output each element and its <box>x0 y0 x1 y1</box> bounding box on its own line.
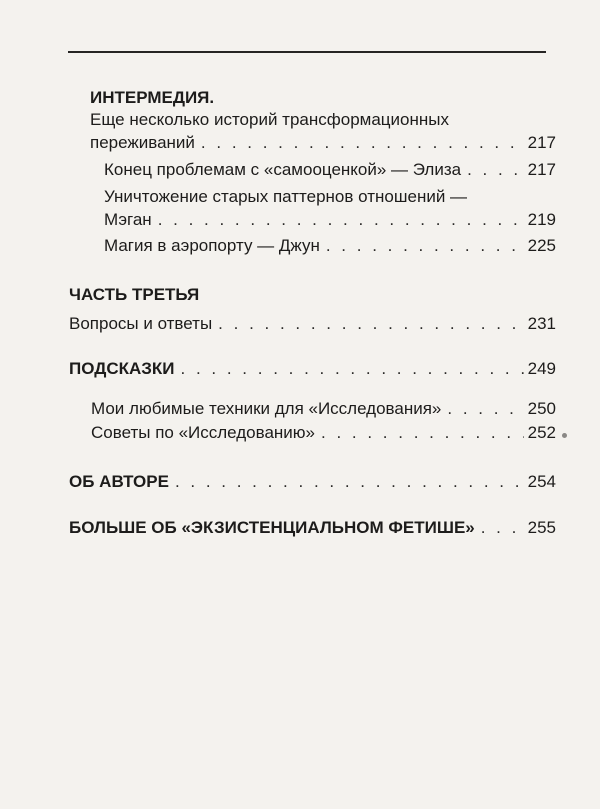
toc-entry-megan[interactable] <box>104 210 556 230</box>
entry-title: БОЛЬШЕ ОБ «ЭКЗИСТЕНЦИАЛЬНОМ ФЕТИШЕ» <box>69 518 475 537</box>
toc-entry-hints[interactable] <box>69 359 556 379</box>
top-rule <box>68 51 546 53</box>
toc-entry-intermedia[interactable] <box>90 133 556 153</box>
page-number: 217 <box>527 133 556 152</box>
entry-title: Магия в аэропорту — Джун <box>104 236 320 255</box>
toc-entry-qa[interactable] <box>69 314 556 334</box>
leader-dots <box>481 518 524 538</box>
entry-title-line-2: Мэган <box>104 210 152 229</box>
toc-entry-about-author[interactable] <box>69 472 556 492</box>
leader-dots <box>175 472 524 492</box>
page-number: 219 <box>527 210 556 229</box>
toc-entry-more-fetish[interactable] <box>69 518 556 538</box>
intermedia-heading: ИНТЕРМЕДИЯ. <box>90 88 215 107</box>
leader-dots <box>181 359 524 379</box>
leader-dots <box>326 236 524 256</box>
page-number: 254 <box>527 472 556 491</box>
entry-title: Конец проблемам с «самооценкой» — Элиза <box>104 160 462 179</box>
entry-title: Мои любимые техники для «Исследования» <box>91 399 442 418</box>
page-number: 225 <box>527 236 556 255</box>
leader-dots <box>158 210 524 230</box>
toc-entry-tips[interactable] <box>91 423 556 443</box>
page-number: 217 <box>527 160 556 179</box>
entry-title: ПОДСКАЗКИ <box>69 359 175 378</box>
toc-entry-june[interactable] <box>104 236 556 256</box>
leader-dots <box>467 160 524 180</box>
stray-mark <box>562 433 567 438</box>
page-number: 249 <box>527 359 556 378</box>
leader-dots <box>201 133 524 153</box>
part-three-heading: ЧАСТЬ ТРЕТЬЯ <box>69 285 200 304</box>
leader-dots <box>447 399 523 419</box>
entry-title: Вопросы и ответы <box>69 314 213 333</box>
intermedia-title-line-2: переживаний <box>90 133 195 152</box>
entry-title-line-1: Уничтожение старых паттернов отношений — <box>104 187 468 206</box>
entry-title: Советы по «Исследованию» <box>91 423 316 442</box>
entry-title: ОБ АВТОРЕ <box>69 472 169 491</box>
page-number: 231 <box>527 314 556 333</box>
toc-entry-favorite-techniques[interactable] <box>91 399 556 419</box>
page-number: 255 <box>527 518 556 537</box>
page-number: 250 <box>527 399 556 418</box>
leader-dots <box>321 423 524 443</box>
page-number: 252 <box>527 423 556 442</box>
intermedia-title-line-1: Еще несколько историй трансформационных <box>90 110 449 129</box>
toc-entry-eliza[interactable] <box>104 160 556 180</box>
leader-dots <box>218 314 523 334</box>
